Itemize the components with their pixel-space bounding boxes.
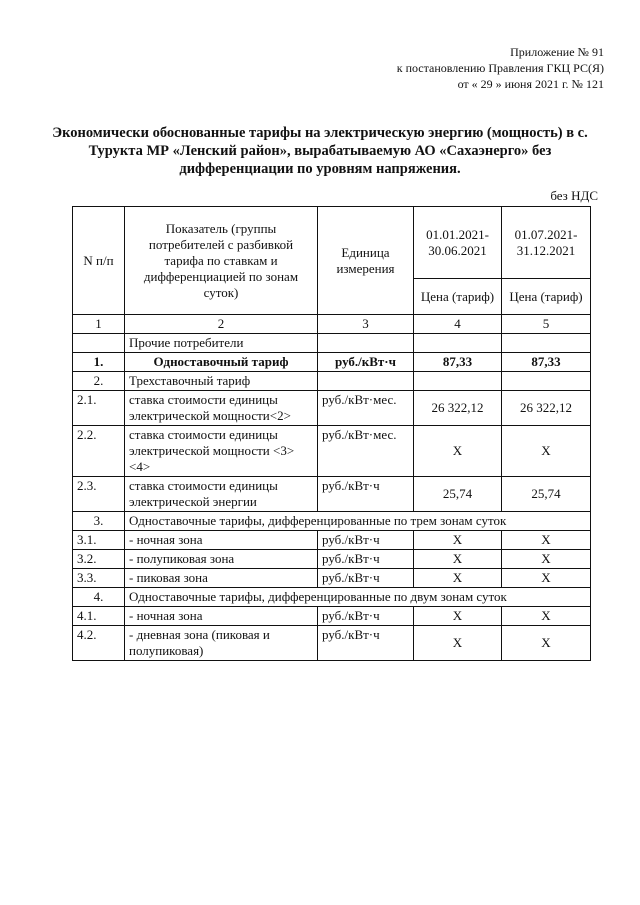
row-unit: руб./кВт·ч <box>318 550 414 569</box>
table-row <box>73 588 591 607</box>
row-unit: руб./кВт·мес. <box>318 426 414 477</box>
header-price-1: Цена (тариф) <box>414 279 502 315</box>
row-unit: руб./кВт·ч <box>318 626 414 661</box>
table-row <box>73 607 591 626</box>
row-unit: руб./кВт·ч <box>318 569 414 588</box>
row-num: 1. <box>73 353 125 372</box>
group-row <box>73 334 591 353</box>
row-unit: руб./кВт·ч <box>318 477 414 512</box>
row-num: 4. <box>73 588 125 607</box>
row-unit: руб./кВт·мес. <box>318 391 414 426</box>
table-row <box>73 391 591 426</box>
row-num: 3.1. <box>73 531 125 550</box>
row-value-2: 25,74 <box>502 477 591 512</box>
row-value-1: X <box>414 607 502 626</box>
row-name: Одноставочные тарифы, дифференцированные по двум зонам суток <box>125 588 591 607</box>
row-name: ставка стоимости единицы электрической мощности<2> <box>125 391 318 426</box>
col-number: 4 <box>414 315 502 334</box>
row-name: ставка стоимости единицы электрической энергии <box>125 477 318 512</box>
row-unit: руб./кВт·ч <box>318 353 414 372</box>
table-row <box>73 626 591 661</box>
vat-note: без НДС <box>550 188 598 203</box>
table-row <box>73 477 591 512</box>
row-num: 2. <box>73 372 125 391</box>
row-name: - ночная зона <box>125 607 318 626</box>
row-name: - ночная зона <box>125 531 318 550</box>
header-period-1: 01.01.2021-30.06.2021 <box>414 207 502 279</box>
header-indicator: Показатель (группы потребителей с разбивкой тарифа по ставкам и дифференциацией по зонам суток) <box>125 207 318 315</box>
col-number: 5 <box>502 315 591 334</box>
row-value-2: X <box>502 531 591 550</box>
row-name: Одноставочный тариф <box>125 353 318 372</box>
row-value-2: X <box>502 607 591 626</box>
row-name: - полупиковая зона <box>125 550 318 569</box>
row-num: 3.2. <box>73 550 125 569</box>
row-value-1: X <box>414 531 502 550</box>
header-unit: Единица измерения <box>318 207 414 315</box>
row-value-1: 87,33 <box>414 353 502 372</box>
row-unit: руб./кВт·ч <box>318 531 414 550</box>
row-value-1: X <box>414 626 502 661</box>
row-num: 4.2. <box>73 626 125 661</box>
row-value-2: 26 322,12 <box>502 391 591 426</box>
row-name: ставка стоимости единицы электрической мощности <3><4> <box>125 426 318 477</box>
row-value-2: 87,33 <box>502 353 591 372</box>
header-period-2: 01.07.2021-31.12.2021 <box>502 207 591 279</box>
header-price-2: Цена (тариф) <box>502 279 591 315</box>
table-row <box>73 550 591 569</box>
row-num: 2.3. <box>73 477 125 512</box>
table-row <box>73 372 591 391</box>
row-value-2: X <box>502 426 591 477</box>
row-name: - дневная зона (пиковая и полупиковая) <box>125 626 318 661</box>
table-row <box>73 353 591 372</box>
row-value-1: 26 322,12 <box>414 391 502 426</box>
row-num: 3. <box>73 512 125 531</box>
table-row <box>73 512 591 531</box>
document-header <box>244 44 604 92</box>
col-number: 3 <box>318 315 414 334</box>
appendix-number: Приложение № 91 <box>510 45 604 59</box>
row-value-1: X <box>414 426 502 477</box>
row-num: 4.1. <box>73 607 125 626</box>
resolution-reference: к постановлению Правления ГКЦ РС(Я) <box>396 61 604 75</box>
col-number: 2 <box>125 315 318 334</box>
row-value-1: 25,74 <box>414 477 502 512</box>
row-unit: руб./кВт·ч <box>318 607 414 626</box>
row-value-2: X <box>502 550 591 569</box>
row-num: 2.2. <box>73 426 125 477</box>
row-name: Трехставочный тариф <box>125 372 318 391</box>
row-name: - пиковая зона <box>125 569 318 588</box>
row-name: Одноставочные тарифы, дифференцированные по трем зонам суток <box>125 512 591 531</box>
row-value-2: X <box>502 626 591 661</box>
table-row <box>73 531 591 550</box>
column-numbers-row <box>73 315 591 334</box>
row-value-1: X <box>414 569 502 588</box>
row-value-1: X <box>414 550 502 569</box>
group-label: Прочие потребители <box>125 334 318 353</box>
resolution-date: от « 29 » июня 2021 г. № 121 <box>457 77 604 91</box>
row-value-2: X <box>502 569 591 588</box>
table-row <box>73 426 591 477</box>
row-num: 2.1. <box>73 391 125 426</box>
row-num: 3.3. <box>73 569 125 588</box>
document-title: Экономически обоснованные тарифы на электрическую энергию (мощность) в с. Турукта МР «Ленский район», вырабатываемую АО «Сахаэнерго» без дифференциации по уровням напряжения. <box>52 125 588 177</box>
col-number: 1 <box>73 315 125 334</box>
header-num: N п/п <box>73 207 125 315</box>
table-row <box>73 569 591 588</box>
tariff-table <box>72 206 591 661</box>
